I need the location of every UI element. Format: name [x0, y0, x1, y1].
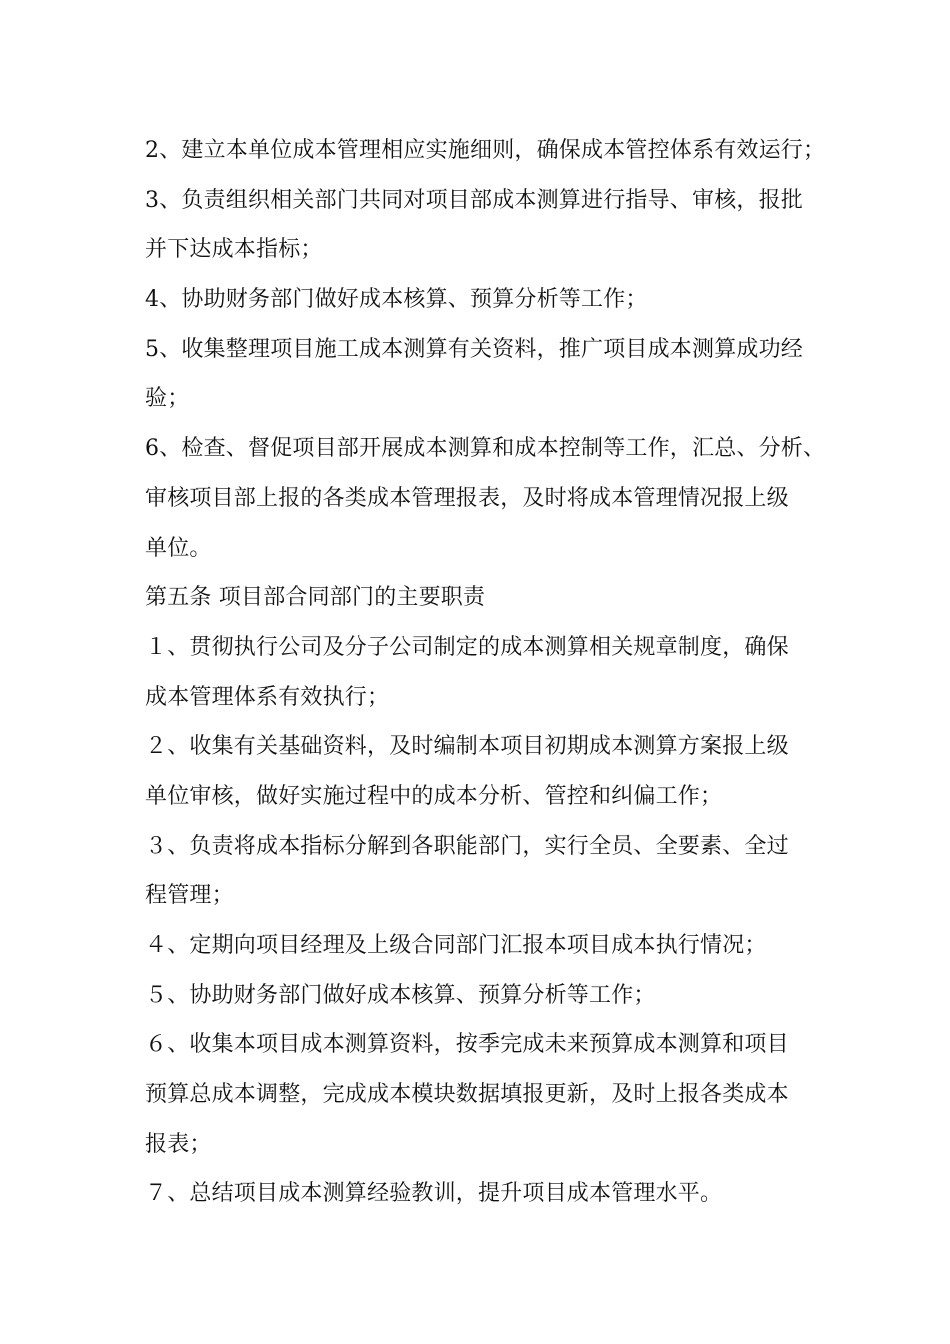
text-line: 并下达成本指标； — [145, 237, 323, 263]
text-line: 6、检查、督促项目部开展成本测算和成本控制等工作，汇总、分析、 — [145, 436, 826, 462]
text-line: ７、总结项目成本测算经验教训，提升项目成本管理水平。 — [145, 1181, 723, 1207]
text-line: 审核项目部上报的各类成本管理报表，及时将成本管理情况报上级 — [145, 485, 789, 511]
text-line: ３、负责将成本指标分解到各职能部门，实行全员、全要素、全过 — [145, 833, 789, 859]
text-line: 4、协助财务部门做好成本核算、预算分析等工作； — [145, 287, 648, 313]
section-heading: 第五条 项目部合同部门的主要职责 — [145, 585, 486, 611]
text-line: 单位审核，做好实施过程中的成本分析、管控和纠偏工作； — [145, 783, 723, 809]
text-line: 预算总成本调整，完成成本模块数据填报更新，及时上报各类成本 — [145, 1082, 789, 1108]
text-line: ５、协助财务部门做好成本核算、预算分析等工作； — [145, 982, 656, 1008]
text-line: 3、负责组织相关部门共同对项目部成本测算进行指导、审核，报批 — [145, 187, 803, 213]
text-line: ６、收集本项目成本测算资料，按季完成未来预算成本测算和项目 — [145, 1032, 789, 1058]
document-body — [145, 126, 835, 1219]
text-line: 2、建立本单位成本管理相应实施细则，确保成本管控体系有效运行； — [145, 138, 826, 163]
text-line: 成本管理体系有效执行； — [145, 684, 390, 710]
text-line: 报表； — [145, 1131, 212, 1157]
text-line: 程管理； — [145, 883, 234, 909]
text-line: ２、收集有关基础资料，及时编制本项目初期成本测算方案报上级 — [145, 734, 789, 760]
text-line: ４、定期向项目经理及上级合同部门汇报本项目成本执行情况； — [145, 933, 767, 958]
text-line: １、贯彻执行公司及分子公司制定的成本测算相关规章制度，确保 — [145, 634, 789, 660]
text-line: 单位。 — [145, 535, 212, 561]
text-line: 5、收集整理项目施工成本测算有关资料，推广项目成本测算成功经 — [145, 336, 803, 362]
text-line: 验； — [145, 386, 190, 412]
